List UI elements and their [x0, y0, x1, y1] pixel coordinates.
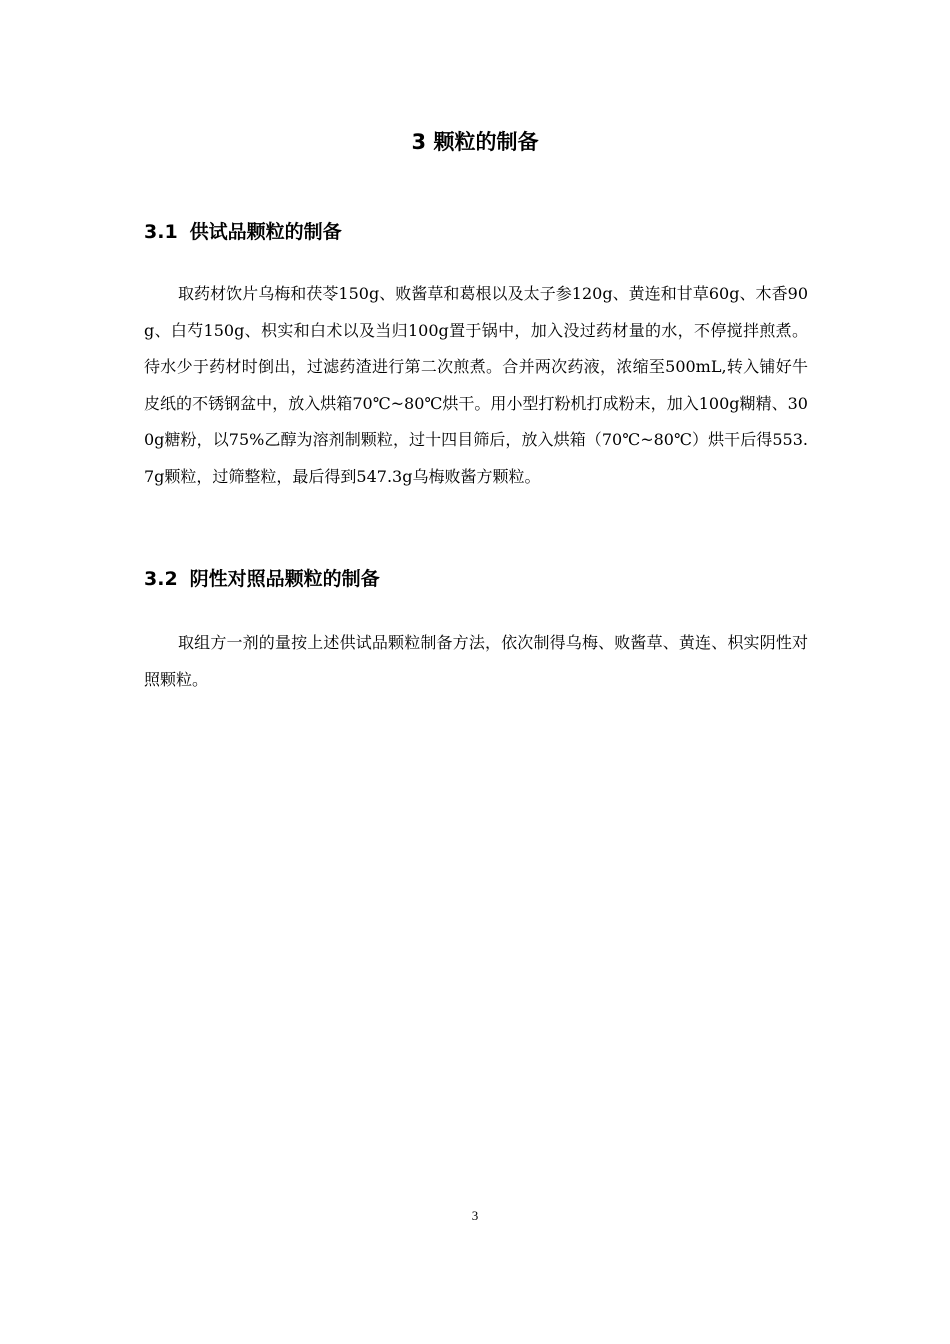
section-title: 阴性对照品颗粒的制备: [189, 568, 380, 590]
page-number: 3: [471, 1208, 479, 1223]
section-number: 3.1: [144, 221, 178, 243]
section-heading-3-1: [144, 218, 342, 246]
section-number: 3.2: [144, 568, 178, 590]
section-heading-3-2: [144, 565, 380, 593]
section-title: 供试品颗粒的制备: [189, 221, 342, 243]
chapter-title: 3 颗粒的制备: [411, 130, 539, 154]
section-3-2-paragraph: 取组方一剂的量按上述供试品颗粒制备方法，依次制得乌梅、败酱草、黄连、枳实阴性对照颗粒。: [144, 633, 808, 689]
section-3-1-paragraph: 取药材饮片乌梅和茯苓150g、败酱草和葛根以及太子参120g、黄连和甘草60g、木香90g、白芍150g、枳实和白术以及当归100g置于锅中，加入没过药材量的水，不停搅拌煎煮。待水少于药材时倒出，过滤药渣进行第二次煎煮。合并两次药液，浓缩至500mL,转入铺好牛皮纸的不锈钢盆中，放入烘箱70℃~80℃烘干。用小型打粉机打成粉末，加入100g糊精、300g糖粉，以75%乙醇为溶剂制颗粒，过十四目筛后，放入烘箱（70℃~80℃）烘干后得553.7g颗粒，过筛整粒，最后得到547.3g乌梅败酱方颗粒。: [144, 284, 808, 486]
